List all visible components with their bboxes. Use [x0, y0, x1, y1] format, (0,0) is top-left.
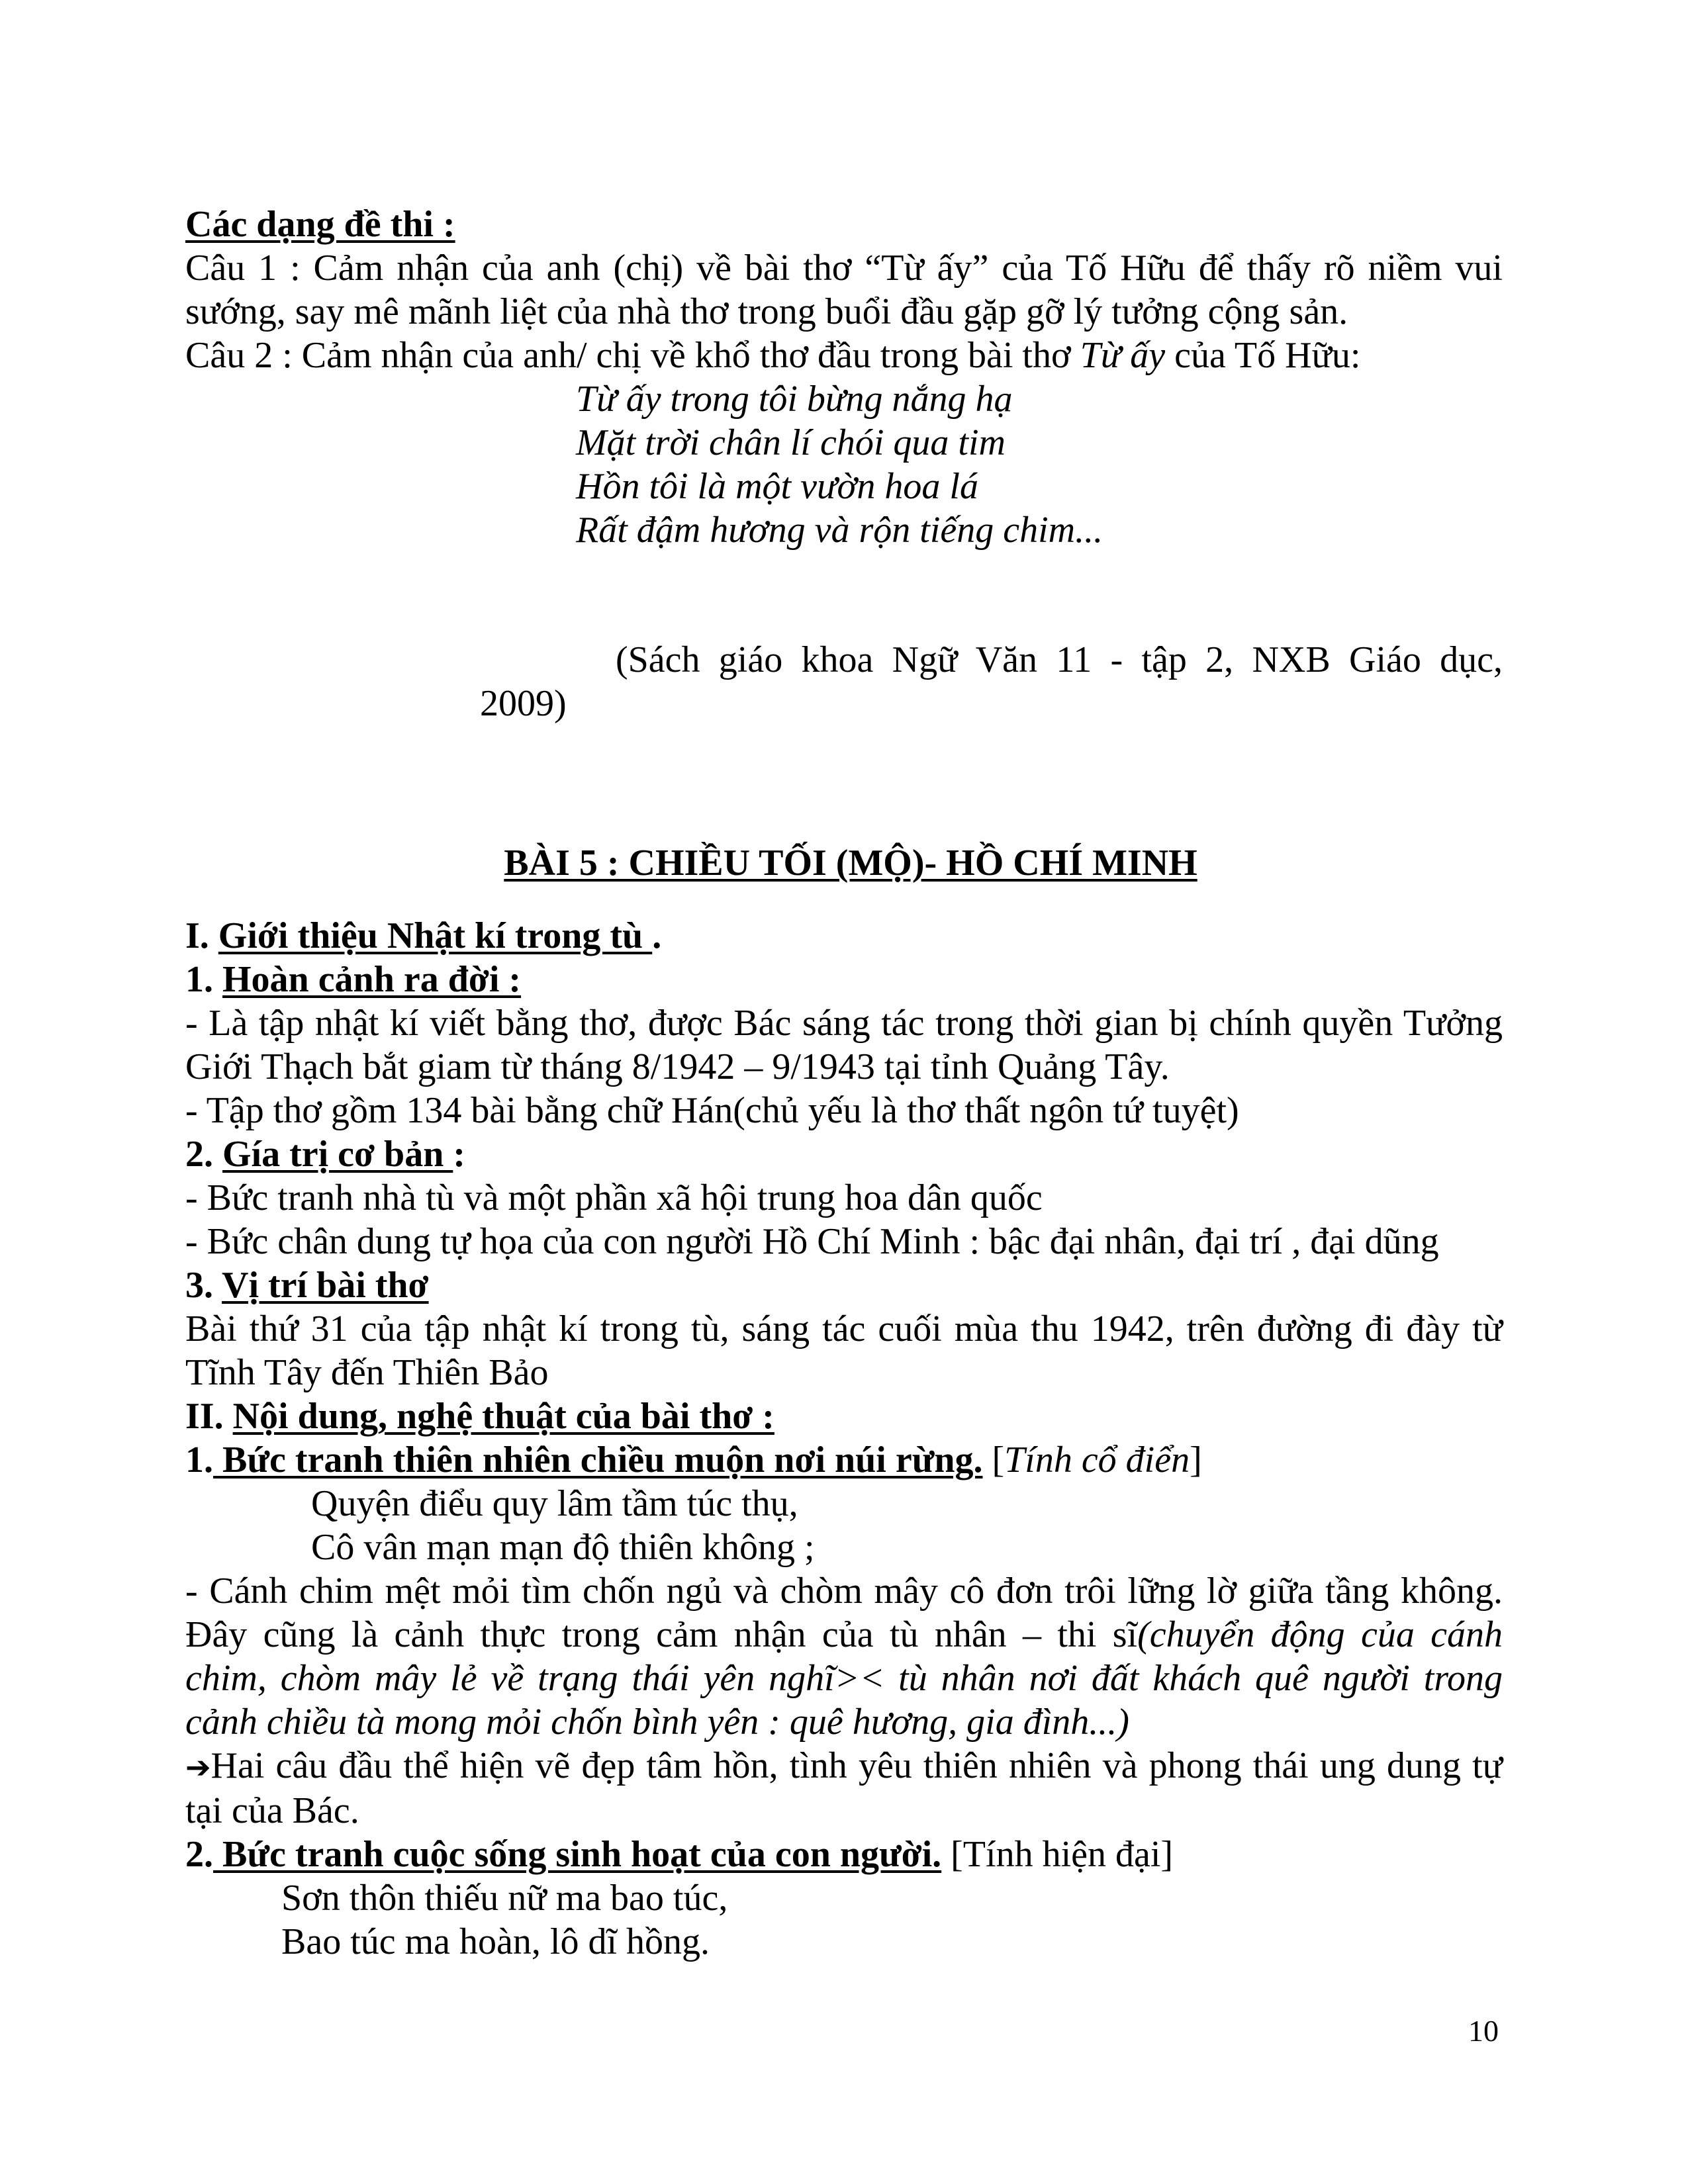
page-number: 10 [1468, 2014, 1499, 2048]
question-1-line-2: sướng, say mê mãnh liệt của nhà thơ trong buổi đầu gặp gỡ lý tưởng cộng sản. [185, 291, 1348, 332]
paragraph-1-line-2: Giới Thạch bắt giam từ tháng 8/1942 – 9/1943 tại tỉnh Quảng Tây. [185, 1046, 1170, 1087]
poem-line: Từ ấy trong tôi bừng nắng hạ [576, 379, 1013, 420]
section-1-number: I. [185, 915, 218, 956]
page-content [185, 203, 1503, 1964]
verse-line: Bao túc ma hoàn, lô dĩ hồng. [281, 1921, 710, 1962]
verse-line: Sơn thôn thiếu nữ ma bao túc, [281, 1878, 728, 1919]
section-2-1-title: Bức tranh thiên nhiên chiều muộn nơi núi rừng. [213, 1439, 983, 1480]
section-2-title: Nội dung, nghệ thuật của bài thơ : [232, 1396, 774, 1437]
section-2-2-heading [185, 1833, 1503, 1876]
section-1-3-number: 3. [185, 1265, 222, 1306]
paragraph-7-line-2: tại của Bác. [185, 1790, 359, 1831]
lesson-title: BÀI 5 : CHIỀU TỐI (MỘ)- HỒ CHÍ MINH [504, 842, 1197, 884]
paragraph-4: - Bức chân dung tự họa của con người Hồ Chí Minh : bậc đại nhân, đại trí , đại dũng [185, 1221, 1439, 1262]
poem-line: Mặt trời chân lí chói qua tim [576, 422, 1006, 463]
section-1-2-title: Gía trị cơ bản [222, 1134, 453, 1175]
paragraph-6-line-2 [185, 1613, 1503, 1657]
section-2-1-note-open: [ [982, 1439, 1005, 1480]
paragraph-6-line-2-italic: (chuyển động của cánh [1137, 1614, 1503, 1655]
section-1-3-title: Vị trí bài thơ [222, 1265, 429, 1306]
section-2-number: II. [185, 1396, 233, 1437]
verse-block-2 [185, 1876, 1503, 1964]
section-1-2-number: 2. [185, 1134, 222, 1175]
section-2-heading [185, 1394, 1503, 1438]
section-1-1-title: Hoàn cảnh ra đời : [222, 959, 522, 1000]
question-2-prefix: Câu 2 : Cảm nhận của anh/ chị về khổ thơ đầu trong bài thơ [185, 335, 1080, 376]
section-2-1-number: 1. [185, 1439, 213, 1480]
paragraph-6-line-1: - Cánh chim mệt mỏi tìm chốn ngủ và chòm mây cô đơn trôi lững lờ giữa tầng không. [185, 1570, 1503, 1612]
question-2 [185, 334, 1503, 377]
exam-heading: Các dạng đề thi : [185, 204, 455, 245]
section-1-title: Giới thiệu Nhật kí trong tù [218, 915, 653, 956]
paragraph-7-text: Hai câu đầu thể hiện vẽ đẹp tâm hồn, tình yêu thiên nhiên và phong thái ung dung tự [211, 1745, 1503, 1786]
arrow-icon: ➔ [185, 1749, 211, 1785]
poem-stanza [185, 377, 1503, 552]
section-1-2-heading [185, 1132, 1503, 1176]
verse-block-1 [185, 1482, 1503, 1569]
paragraph-7-line-1 [185, 1744, 1503, 1789]
section-2-1-note-close: ] [1190, 1439, 1202, 1480]
citation-line-1: (Sách giáo khoa Ngữ Văn 11 - tập 2, NXB Giáo dục, [616, 639, 1503, 680]
verse-line: Quyện điểu quy lâm tầm túc thụ, [311, 1483, 798, 1524]
paragraph-5-line-2: Tĩnh Tây đến Thiên Bảo [185, 1352, 549, 1393]
section-2-2-number: 2. [185, 1834, 213, 1875]
section-1-2-colon: : [453, 1134, 465, 1175]
section-1-3-heading [185, 1263, 1503, 1307]
section-2-1-note: Tính cổ điển [1004, 1439, 1190, 1480]
paragraph-3: - Bức tranh nhà tù và một phần xã hội trung hoa dân quốc [185, 1177, 1043, 1218]
citation-line-2: 2009) [480, 683, 567, 724]
question-2-poem-title: Từ ấy [1080, 335, 1166, 376]
section-1-dot: . [652, 915, 662, 956]
paragraph-6-line-4: cảnh chiều tà mong mỏi chốn bình yên : quê hương, gia đình...) [185, 1702, 1129, 1743]
verse-line: Cô vân mạn mạn độ thiên không ; [311, 1527, 815, 1568]
section-1-1-number: 1. [185, 959, 222, 1000]
section-1-1-heading [185, 958, 1503, 1001]
paragraph-5-line-1: Bài thứ 31 của tập nhật kí trong tù, sáng tác cuối mùa thu 1942, trên đường đi đày từ [185, 1308, 1503, 1349]
paragraph-2: - Tập thơ gồm 134 bài bằng chữ Hán(chủ yếu là thơ thất ngôn tứ tuyệt) [185, 1090, 1239, 1131]
paragraph-6-line-2-plain: Đây cũng là cảnh thực trong cảm nhận của tù nhân – thi sĩ [185, 1614, 1138, 1655]
section-1-heading [185, 914, 1503, 958]
section-2-2-title: Bức tranh cuộc sống sinh hoạt của con người. [213, 1834, 942, 1875]
poem-line: Rất đậm hương và rộn tiếng chim... [576, 510, 1103, 551]
question-2-suffix: của Tố Hữu: [1165, 335, 1361, 376]
paragraph-6-line-3: chim, chòm mây lẻ về trạng thái yên nghĩ>< tù nhân nơi đất khách quê người trong [185, 1658, 1503, 1699]
question-1-line-1: Câu 1 : Cảm nhận của anh (chị) về bài thơ “Từ ấy” của Tố Hữu để thấy rõ niềm vui [185, 248, 1503, 289]
section-2-1-heading [185, 1438, 1503, 1482]
paragraph-1-line-1: - Là tập nhật kí viết bằng thơ, được Bác sáng tác trong thời gian bị chính quyền Tưởng [185, 1003, 1503, 1044]
poem-line: Hồn tôi là một vườn hoa lá [576, 466, 978, 507]
section-2-2-note: [Tính hiện đại] [941, 1834, 1174, 1875]
